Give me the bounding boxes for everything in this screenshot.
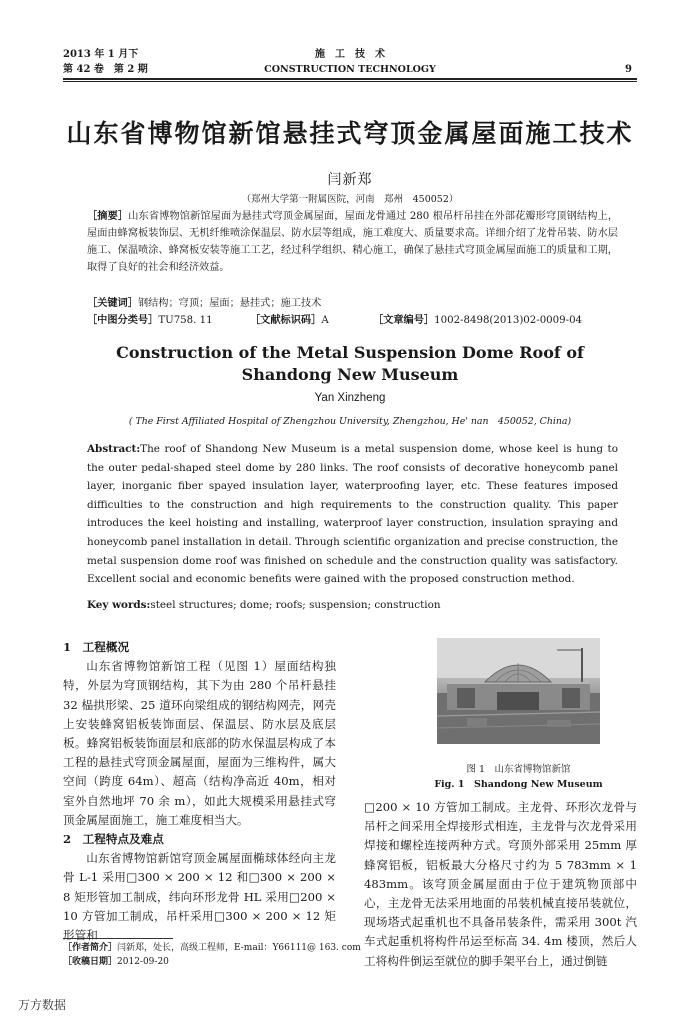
article-number-label: ［文章编号］ <box>373 314 435 326</box>
clc-value: TU758. 11 <box>158 315 213 326</box>
abstract-en-text: The roof of Shandong New Museum is a metal suspension dome, whose keel is hung to the outer pedal-shaped steel dome by 280 links. The roof consists of decorative honeycomb panel layer, inorganic fiber spayed insulation layer, waterproofing layer, etc. These features imposed difficulties to the construction and high requirements to the construction quality. This paper introduces the keel hoisting and installing, waterproof layer construction, insulation spraying and honeycomb panel installation in detail. Through scientific organization and precise construction, the metal suspension dome roof was finished on schedule and the construction quality was satisfactory. Excellent social and economic benefits were gained with the proposed construction method. <box>87 443 618 586</box>
keywords-cn-label: ［关键词］ <box>87 297 138 309</box>
footnote-date-text: 2012-09-20 <box>117 957 169 967</box>
title-cn: 山东省博物馆新馆悬挂式穹顶金属屋面施工技术 <box>66 119 634 148</box>
keywords-en-text: steel structures; dome; roofs; suspension; construction <box>150 599 441 611</box>
document-code-value: A <box>321 315 329 326</box>
abstract-cn <box>87 208 618 276</box>
right-column-text: □200 × 10 方管加工制成。主龙骨、环形次龙骨与吊杆之间采用全焊接形式相连，主龙骨与次龙骨采用焊接和螺栓连接两种方式。穹顶外部采用 25mm 厚蜂窝铝板，铝板最大分格尺寸约为 5 783mm × 1 483mm。该穹顶金属屋面由于位于建筑物顶部中心，主龙骨无法采用地面的吊装机械直接吊装就位，现场塔式起重机也不具备吊装条件，需采用 300t 汽车式起重机将构件吊运至标高 34. 4m 楼顶，然后人工将构件倒运至就位的脚手架平台上，通过倒链 <box>364 800 637 968</box>
header-journal-en: CONSTRUCTION TECHNOLOGY <box>264 64 436 75</box>
footnote-author <box>63 941 361 955</box>
footnote-date <box>63 955 169 969</box>
figure-1-caption-cn: 图 1 山东省博物馆新馆 <box>466 764 571 775</box>
abstract-cn-text: 山东省博物馆新馆屋面为悬挂式穹顶金属屋面，屋面龙骨通过 280 根吊杆吊挂在外部花瓣形穹顶钢结构上，屋面由蜂窝板装饰层、无机纤维喷涂保温层、防水层等组成，施工难度大、质量要求高。详细介绍了龙骨吊装、防水层施工、保温喷涂、蜂窝板安装等施工工艺，经过科学组织、精心施工，确保了悬挂式穹顶金属屋面施工的质量和工期，取得了良好的社会和经济效益。 <box>87 211 619 273</box>
footnote-date-label: ［收稿日期］ <box>63 957 118 967</box>
right-column <box>364 798 637 971</box>
title-en-line-2: Shandong New Museum <box>241 365 459 384</box>
header-journal-cn: 施 工 技 术 <box>315 49 385 60</box>
title-en-line-1: Construction of the Metal Suspension Dome Roof of <box>116 343 584 362</box>
header-page-number: 9 <box>625 64 632 75</box>
abstract-en-label: Abstract <box>87 443 137 455</box>
left-column <box>63 638 336 945</box>
footnote-author-text: 闫新郑，处长，高级工程师，E-mail：Y66111@ 163. com <box>117 943 361 953</box>
header-volume: 第 42 卷 第 2 期 <box>63 64 148 75</box>
footnote-rule <box>63 938 173 939</box>
keywords-cn <box>87 295 618 312</box>
section-1-text: 山东省博物馆新馆工程（见图 1）屋面结构独特，外层为穹顶钢结构，其下为由 280 个吊杆悬挂 32 榀拱形梁、25 道环向梁组成的钢结构网壳，网壳上安装蜂窝铝板装饰面层、保温层、防水层及底层板。蜂窝铝板装饰面层和底部的防水保温层构成了本工程的悬挂式穹顶金属屋面，屋面为三维构件，属大空间（跨度 64m）、超高（结构净高近 40m，相对室外自然地坪 70 余 m），如此大规模采用悬挂式穹顶金属屋面施工，施工难度相当大。 <box>63 659 336 827</box>
article-number <box>373 312 582 329</box>
section-1-heading: 1 工程概况 <box>63 640 130 654</box>
document-code <box>250 312 329 329</box>
header-rule-bottom <box>63 81 637 82</box>
header-date: 2013 年 1 月下 <box>63 49 139 60</box>
keywords-en-label: Key words <box>87 599 147 611</box>
author-cn: 闫新郑 <box>327 172 373 188</box>
affiliation-en: ( The First Affiliated Hospital of Zhengzhou University, Zhengzhou, He' nan 450052, China) <box>128 416 572 427</box>
abstract-en: Abstract:The roof of Shandong New Museum is a metal suspension dome, whose keel is hung to the outer pedal-shaped steel dome by 280 links. The roof consists of decorative honeycomb panel layer, inorganic fiber spayed insulation layer, waterproofing layer, etc. These features imposed difficulties to the construction and high requirements to the construction quality. This paper introduces the keel hoisting and installing, waterproof layer construction, insulation spraying and honeycomb panel installation in detail. Through scientific organization and precise construction, the metal suspension dome roof was finished on schedule and the construction quality was satisfactory. Excellent social and economic benefits were gained with the proposed construction method. <box>87 443 618 586</box>
keywords-cn-text: 钢结构；穹顶；屋面；悬挂式；施工技术 <box>137 298 322 309</box>
clc-label: ［中图分类号］ <box>87 314 159 326</box>
article-number-value: 1002-8498(2013)02-0009-04 <box>434 315 583 326</box>
header-rule-top <box>63 78 637 80</box>
clc-code <box>87 312 213 329</box>
figure-1-caption-en: Fig. 1 Shandong New Museum <box>434 779 603 790</box>
footnote-author-label: ［作者简介］ <box>63 943 118 953</box>
section-2-heading: 2 工程特点及难点 <box>63 832 164 847</box>
museum-photo-illustration <box>437 638 600 744</box>
affiliation-cn: （郑州大学第一附属医院，河南 郑州 450052） <box>241 194 459 205</box>
abstract-cn-label: ［摘要］ <box>87 210 129 222</box>
watermark: 万方数据 <box>18 998 67 1012</box>
author-en: Yan Xinzheng <box>314 392 386 404</box>
document-code-label: ［文献标识码］ <box>250 314 322 326</box>
keywords-en: Key words:steel structures; dome; roofs; suspension; construction <box>87 599 441 611</box>
museum-photo <box>437 638 600 744</box>
section-2-text: 山东省博物馆新馆穹顶金属屋面椭球体经向主龙骨 L-1 采用□300 × 200 × 12 和□300 × 200 × 8 矩形管加工制成，纬向环形龙骨 HL 采用□200 × 10 方管加工制成，吊杆采用□300 × 200 × 12 矩形管和 <box>63 851 336 943</box>
